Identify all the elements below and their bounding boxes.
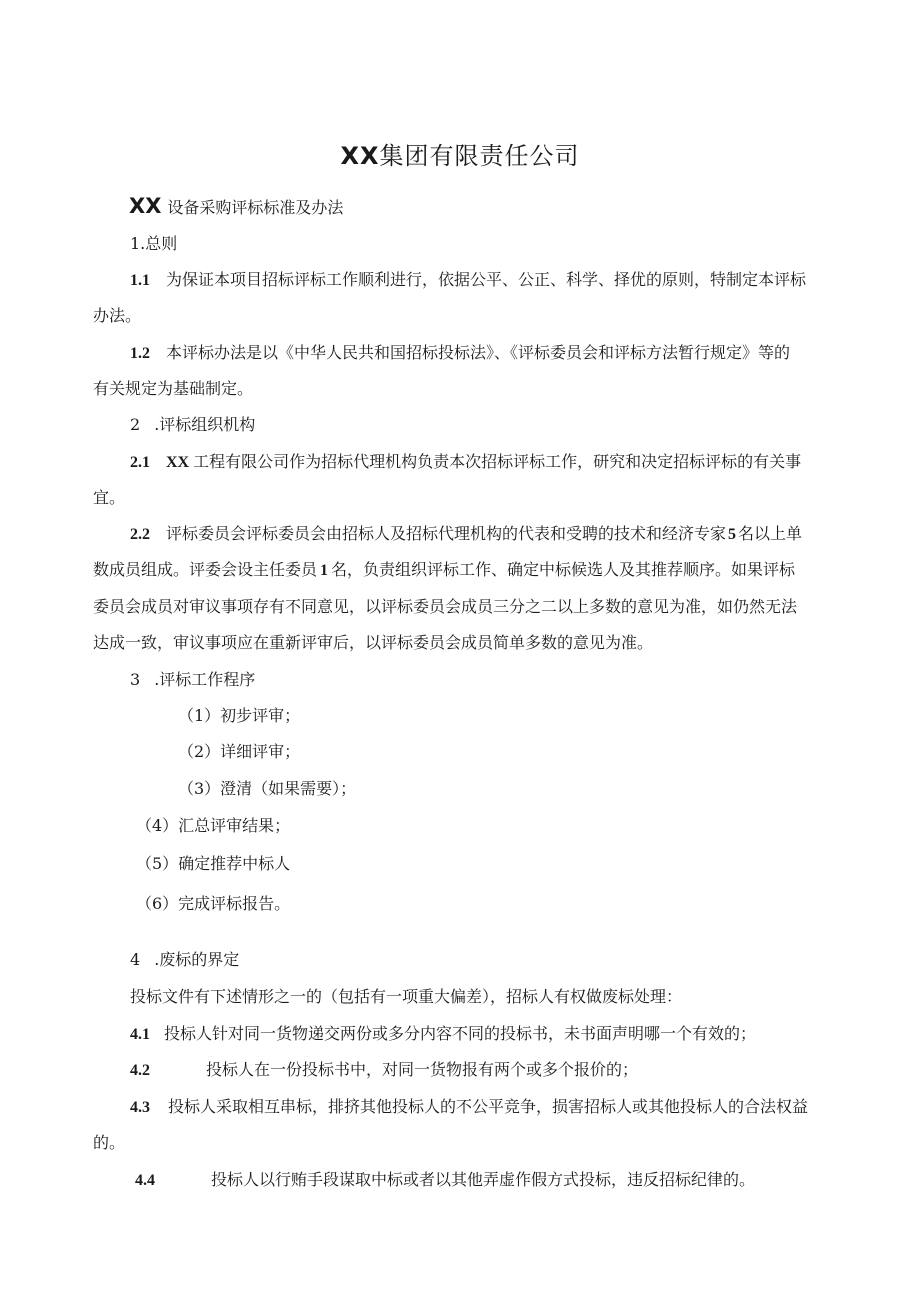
section-2-number: 2: [130, 415, 141, 434]
clause-4-1-number: 4.1: [130, 1026, 150, 1043]
section-3-number: 3: [130, 670, 141, 689]
clause-4-3-number: 4.3: [130, 1099, 150, 1116]
section-4-number: 4: [130, 950, 141, 969]
step-5: （5）确定推荐中标人: [136, 854, 291, 873]
title-prefix: XX: [340, 142, 380, 170]
clause-1-2-number: 1.2: [130, 345, 150, 362]
clause-4-1: [130, 1024, 756, 1045]
step-2: （2）详细评审；: [178, 742, 301, 761]
clause-2-1-text: 工程有限公司作为招标代理机构负责本次招标评标工作，研究和决定招标评标的有关事: [193, 452, 802, 471]
clause-2-2-text-b: 名以上单: [738, 524, 803, 543]
clause-2-1-number: 2.1: [130, 454, 150, 471]
section-4-heading: [130, 950, 239, 970]
clause-4-3-line2: 的。: [93, 1133, 126, 1152]
clause-1-2-line1: [130, 343, 842, 364]
clause-2-2-text-a: 评标委员会评标委员会由招标人及招标代理机构的代表和受聘的技术和经济专家: [166, 524, 727, 543]
clause-2-2-line2: [93, 560, 795, 581]
clause-2-1-line1: [130, 452, 801, 473]
clause-2-2-line4: 达成一致，审议事项应在重新评审后，以评标委员会成员简单多数的意见为准。: [93, 633, 654, 652]
clause-2-1-xx: XX: [166, 454, 190, 471]
section-4-intro: 投标文件有下述情形之一的（包括有一项重大偏差），招标人有权做废标处理：: [130, 987, 683, 1006]
step-3: （3）澄清（如果需要）；: [178, 779, 357, 798]
step-4: （4）汇总评审结果；: [136, 816, 291, 835]
section-2-title: .评标组织机构: [154, 415, 256, 434]
clause-4-2-text: 投标人在一份投标书中，对同一货物报有两个或多个报价的；: [206, 1060, 639, 1079]
clause-1-1-text: 为保证本项目招标评标工作顺利进行，依据公平、公正、科学、择优的原则，特制定本评标: [166, 270, 807, 289]
clause-2-2-text-d: 名，负责组织评标工作、确定中标候选人及其推荐顺序。如果评标: [331, 560, 796, 579]
clause-1-1-line1: [130, 270, 842, 291]
subtitle-prefix: XX: [129, 194, 162, 218]
subtitle-text: 设备采购评标标准及办法: [167, 198, 344, 217]
clause-4-3-text: 投标人采取相互串标，排挤其他投标人的不公平竞争，损害招标人或其他投标人的合法权益: [168, 1097, 809, 1116]
clause-1-1-number: 1.1: [130, 272, 150, 289]
section-1-heading: 1.总则: [130, 234, 178, 253]
clause-1-2-text: 本评标办法是以《中华人民共和国招标投标法》、《评标委员会和评标方法暂行规定》等的: [166, 343, 791, 362]
clause-4-1-text: 投标人针对同一货物递交两份或多分内容不同的投标书，未书面声明哪一个有效的；: [164, 1024, 757, 1043]
clause-4-2-number: 4.2: [130, 1062, 150, 1079]
document-subtitle: [129, 196, 343, 218]
step-1: （1）初步评审；: [178, 706, 301, 725]
section-4-title: .废标的界定: [154, 950, 240, 969]
clause-4-2: [130, 1060, 638, 1081]
step-6: （6）完成评标报告。: [136, 894, 291, 913]
clause-2-2-line3: 委员会成员对审议事项存有不同意见，以评标委员会成员三分之二以上多数的意见为准，如仍然无法: [93, 597, 798, 616]
clause-2-2-line1: [130, 524, 802, 545]
clause-4-4: [135, 1170, 755, 1191]
section-3-heading: [130, 670, 255, 690]
clause-4-3-line1: [130, 1097, 842, 1118]
clause-2-2-text-c: 数成员组成。评委会设主任委员: [93, 560, 318, 579]
section-2-heading: [130, 415, 255, 435]
clause-4-4-number: 4.4: [135, 1172, 155, 1189]
clause-2-1-line2: 宜。: [93, 488, 126, 507]
section-3-title: .评标工作程序: [154, 670, 256, 689]
clause-4-4-text: 投标人以行贿手段谋取中标或者以其他弄虚作假方式投标，违反招标纪律的。: [211, 1170, 756, 1189]
document-title: [0, 136, 920, 171]
title-text: 集团有限责任公司: [379, 142, 580, 170]
clause-1-1-line2: 办法。: [93, 306, 142, 325]
clause-2-2-count-5: 5: [728, 526, 737, 543]
clause-2-2-count-1: 1: [320, 562, 329, 579]
clause-2-2-number: 2.2: [130, 526, 150, 543]
clause-1-2-line2: 有关规定为基础制定。: [93, 379, 254, 398]
